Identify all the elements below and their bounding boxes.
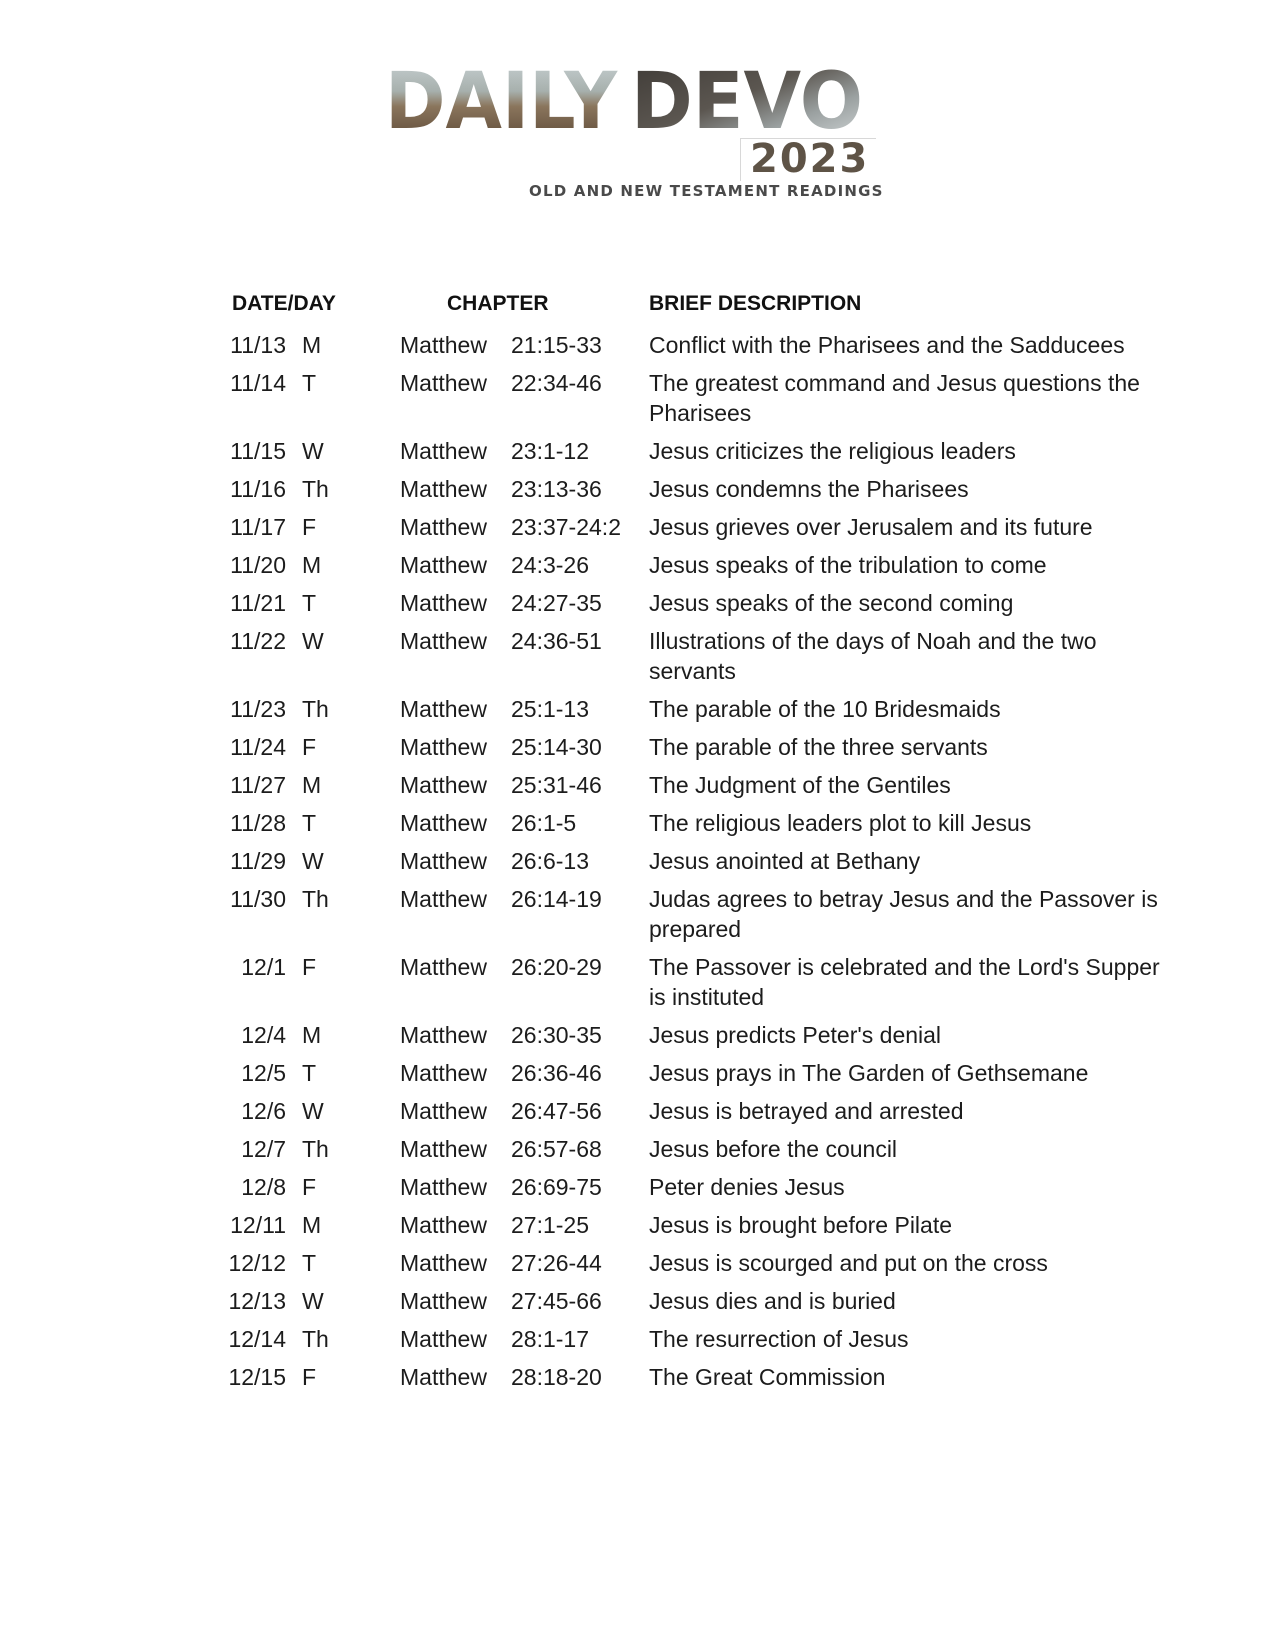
- reading-day: W: [302, 628, 324, 654]
- reading-reference: 21:15-33: [511, 332, 602, 358]
- reading-reference: 26:20-29: [511, 954, 602, 980]
- schedule-rows: [0, 330, 1275, 1392]
- reading-day: T: [302, 370, 317, 396]
- reading-day: Th: [302, 886, 329, 912]
- reading-description: The Judgment of the Gentiles: [649, 772, 951, 798]
- reading-book: Matthew: [400, 514, 487, 540]
- reading-date: 12/8: [241, 1174, 286, 1200]
- reading-book: Matthew: [400, 1136, 487, 1162]
- reading-day: F: [302, 1174, 317, 1200]
- reading-day: W: [302, 438, 324, 464]
- reading-description: Illustrations of the days of Noah and the two servants: [649, 628, 1097, 684]
- reading-day: M: [302, 1212, 322, 1238]
- schedule-row: [0, 732, 1275, 762]
- reading-description: Jesus dies and is buried: [649, 1288, 896, 1314]
- reading-date: 12/14: [228, 1326, 286, 1352]
- reading-book: Matthew: [400, 332, 487, 358]
- reading-reference: 25:1-13: [511, 696, 590, 722]
- reading-description: The religious leaders plot to kill Jesus: [649, 810, 1032, 836]
- schedule-row: [0, 694, 1275, 724]
- reading-day: F: [302, 954, 317, 980]
- reading-description: Jesus condemns the Pharisees: [649, 476, 969, 502]
- reading-day: M: [302, 1022, 322, 1048]
- reading-reference: 24:3-26: [511, 552, 590, 578]
- reading-description: Jesus criticizes the religious leaders: [649, 438, 1016, 464]
- reading-book: Matthew: [400, 848, 487, 874]
- schedule-row: [0, 588, 1275, 618]
- reading-book: Matthew: [400, 1326, 487, 1352]
- schedule-row: [0, 1172, 1275, 1202]
- reading-day: M: [302, 772, 322, 798]
- reading-book: Matthew: [400, 886, 487, 912]
- reading-day: W: [302, 1288, 324, 1314]
- reading-day: M: [302, 332, 322, 358]
- schedule-row: [0, 1020, 1275, 1050]
- reading-book: Matthew: [400, 810, 487, 836]
- reading-description: The parable of the 10 Bridesmaids: [649, 696, 1001, 722]
- reading-description: Jesus prays in The Garden of Gethsemane: [649, 1060, 1089, 1086]
- reading-date: 12/4: [241, 1022, 286, 1048]
- reading-date: 12/1: [241, 954, 286, 980]
- reading-description: Jesus is brought before Pilate: [649, 1212, 953, 1238]
- reading-day: Th: [302, 696, 329, 722]
- reading-reference: 24:27-35: [511, 590, 602, 616]
- date-day-header: DATE/DAY: [232, 292, 336, 315]
- reading-date: 12/5: [241, 1060, 286, 1086]
- reading-reference: 26:69-75: [511, 1174, 602, 1200]
- reading-reference: 27:45-66: [511, 1288, 602, 1314]
- schedule-row: [0, 1248, 1275, 1278]
- reading-day: M: [302, 552, 322, 578]
- schedule-row: [0, 368, 1275, 428]
- reading-day: T: [302, 590, 317, 616]
- reading-description: Jesus grieves over Jerusalem and its future: [649, 514, 1093, 540]
- schedule-row: [0, 436, 1275, 466]
- reading-description: Jesus speaks of the tribulation to come: [649, 552, 1047, 578]
- schedule-row: [0, 846, 1275, 876]
- reading-day: Th: [302, 1326, 329, 1352]
- schedule-row: [0, 330, 1275, 360]
- reading-reference: 26:14-19: [511, 886, 602, 912]
- reading-reference: 26:36-46: [511, 1060, 602, 1086]
- reading-date: 12/13: [228, 1288, 286, 1314]
- schedule-row: [0, 1058, 1275, 1088]
- logo-subtitle: OLD AND NEW TESTAMENT READINGS: [529, 182, 884, 200]
- schedule-row: [0, 1362, 1275, 1392]
- daily-devo-logo: [385, 62, 885, 202]
- reading-book: Matthew: [400, 954, 487, 980]
- reading-book: Matthew: [400, 1060, 487, 1086]
- chapter-header: CHAPTER: [447, 292, 549, 315]
- reading-description: Jesus speaks of the second coming: [649, 590, 1014, 616]
- reading-day: W: [302, 1098, 324, 1124]
- schedule-row: [0, 474, 1275, 504]
- reading-day: Th: [302, 1136, 329, 1162]
- reading-book: Matthew: [400, 734, 487, 760]
- reading-date: 12/15: [228, 1364, 286, 1390]
- reading-reference: 24:36-51: [511, 628, 602, 654]
- reading-book: Matthew: [400, 1364, 487, 1390]
- reading-day: F: [302, 734, 317, 760]
- reading-description: The greatest command and Jesus questions the Pharisees: [649, 370, 1140, 426]
- reading-date: 12/6: [241, 1098, 286, 1124]
- schedule-row: [0, 952, 1275, 1012]
- reading-reference: 26:30-35: [511, 1022, 602, 1048]
- reading-date: 11/29: [230, 848, 286, 874]
- schedule-row: [0, 550, 1275, 580]
- reading-description: Jesus anointed at Bethany: [649, 848, 921, 874]
- schedule-row: [0, 1096, 1275, 1126]
- reading-date: 11/20: [230, 552, 286, 578]
- reading-date: 11/21: [230, 590, 286, 616]
- reading-day: F: [302, 1364, 317, 1390]
- reading-reference: 28:1-17: [511, 1326, 590, 1352]
- schedule-row: [0, 770, 1275, 800]
- schedule-row: [0, 512, 1275, 542]
- reading-reference: 25:31-46: [511, 772, 602, 798]
- header-row: [0, 292, 1275, 322]
- reading-reference: 26:6-13: [511, 848, 590, 874]
- logo-word-devo: DEVO: [631, 62, 863, 142]
- schedule-row: [0, 1134, 1275, 1164]
- reading-date: 11/24: [230, 734, 286, 760]
- reading-reference: 25:14-30: [511, 734, 602, 760]
- reading-day: T: [302, 1250, 317, 1276]
- logo-word-daily: DAILY: [385, 62, 619, 142]
- reading-day: T: [302, 1060, 317, 1086]
- reading-reference: 23:13-36: [511, 476, 602, 502]
- description-header: BRIEF DESCRIPTION: [649, 292, 862, 315]
- reading-date: 12/12: [228, 1250, 286, 1276]
- reading-description: Judas agrees to betray Jesus and the Passover is prepared: [649, 886, 1158, 942]
- logo-title: [385, 62, 875, 142]
- reading-day: Th: [302, 476, 329, 502]
- schedule-row: [0, 1210, 1275, 1240]
- reading-date: 11/14: [230, 370, 286, 396]
- schedule-row: [0, 884, 1275, 944]
- reading-date: 11/15: [230, 438, 286, 464]
- reading-reference: 26:57-68: [511, 1136, 602, 1162]
- schedule-row: [0, 808, 1275, 838]
- reading-reference: 28:18-20: [511, 1364, 602, 1390]
- reading-description: Jesus before the council: [649, 1136, 898, 1162]
- reading-book: Matthew: [400, 552, 487, 578]
- reading-description: Conflict with the Pharisees and the Sadducees: [649, 332, 1125, 358]
- reading-book: Matthew: [400, 1174, 487, 1200]
- reading-date: 11/30: [230, 886, 286, 912]
- reading-schedule: [0, 292, 1275, 1392]
- reading-book: Matthew: [400, 1098, 487, 1124]
- reading-date: 11/17: [230, 514, 286, 540]
- reading-reference: 22:34-46: [511, 370, 602, 396]
- logo-year: 2023: [750, 136, 870, 182]
- reading-date: 11/13: [230, 332, 286, 358]
- schedule-row: [0, 626, 1275, 686]
- reading-book: Matthew: [400, 1288, 487, 1314]
- reading-reference: 27:26-44: [511, 1250, 602, 1276]
- reading-book: Matthew: [400, 628, 487, 654]
- reading-book: Matthew: [400, 1212, 487, 1238]
- reading-reference: 23:1-12: [511, 438, 590, 464]
- reading-date: 11/23: [230, 696, 286, 722]
- reading-reference: 26:1-5: [511, 810, 577, 836]
- reading-date: 11/22: [230, 628, 286, 654]
- reading-day: T: [302, 810, 317, 836]
- reading-description: The Great Commission: [649, 1364, 886, 1390]
- reading-reference: 23:37-24:2: [511, 514, 621, 540]
- reading-book: Matthew: [400, 590, 487, 616]
- reading-book: Matthew: [400, 696, 487, 722]
- reading-book: Matthew: [400, 370, 487, 396]
- reading-book: Matthew: [400, 476, 487, 502]
- schedule-row: [0, 1286, 1275, 1316]
- reading-day: F: [302, 514, 317, 540]
- reading-reference: 26:47-56: [511, 1098, 602, 1124]
- reading-book: Matthew: [400, 1022, 487, 1048]
- reading-date: 12/7: [241, 1136, 286, 1162]
- reading-description: The Passover is celebrated and the Lord's Supper is instituted: [649, 954, 1160, 1010]
- reading-book: Matthew: [400, 438, 487, 464]
- reading-book: Matthew: [400, 772, 487, 798]
- reading-date: 11/28: [230, 810, 286, 836]
- reading-description: The resurrection of Jesus: [649, 1326, 909, 1352]
- reading-book: Matthew: [400, 1250, 487, 1276]
- reading-description: Peter denies Jesus: [649, 1174, 845, 1200]
- reading-description: Jesus is scourged and put on the cross: [649, 1250, 1048, 1276]
- reading-description: Jesus predicts Peter's denial: [649, 1022, 942, 1048]
- reading-description: Jesus is betrayed and arrested: [649, 1098, 964, 1124]
- reading-date: 11/27: [230, 772, 286, 798]
- reading-reference: 27:1-25: [511, 1212, 590, 1238]
- reading-day: W: [302, 848, 324, 874]
- reading-date: 12/11: [230, 1212, 286, 1238]
- schedule-row: [0, 1324, 1275, 1354]
- reading-date: 11/16: [230, 476, 286, 502]
- reading-description: The parable of the three servants: [649, 734, 988, 760]
